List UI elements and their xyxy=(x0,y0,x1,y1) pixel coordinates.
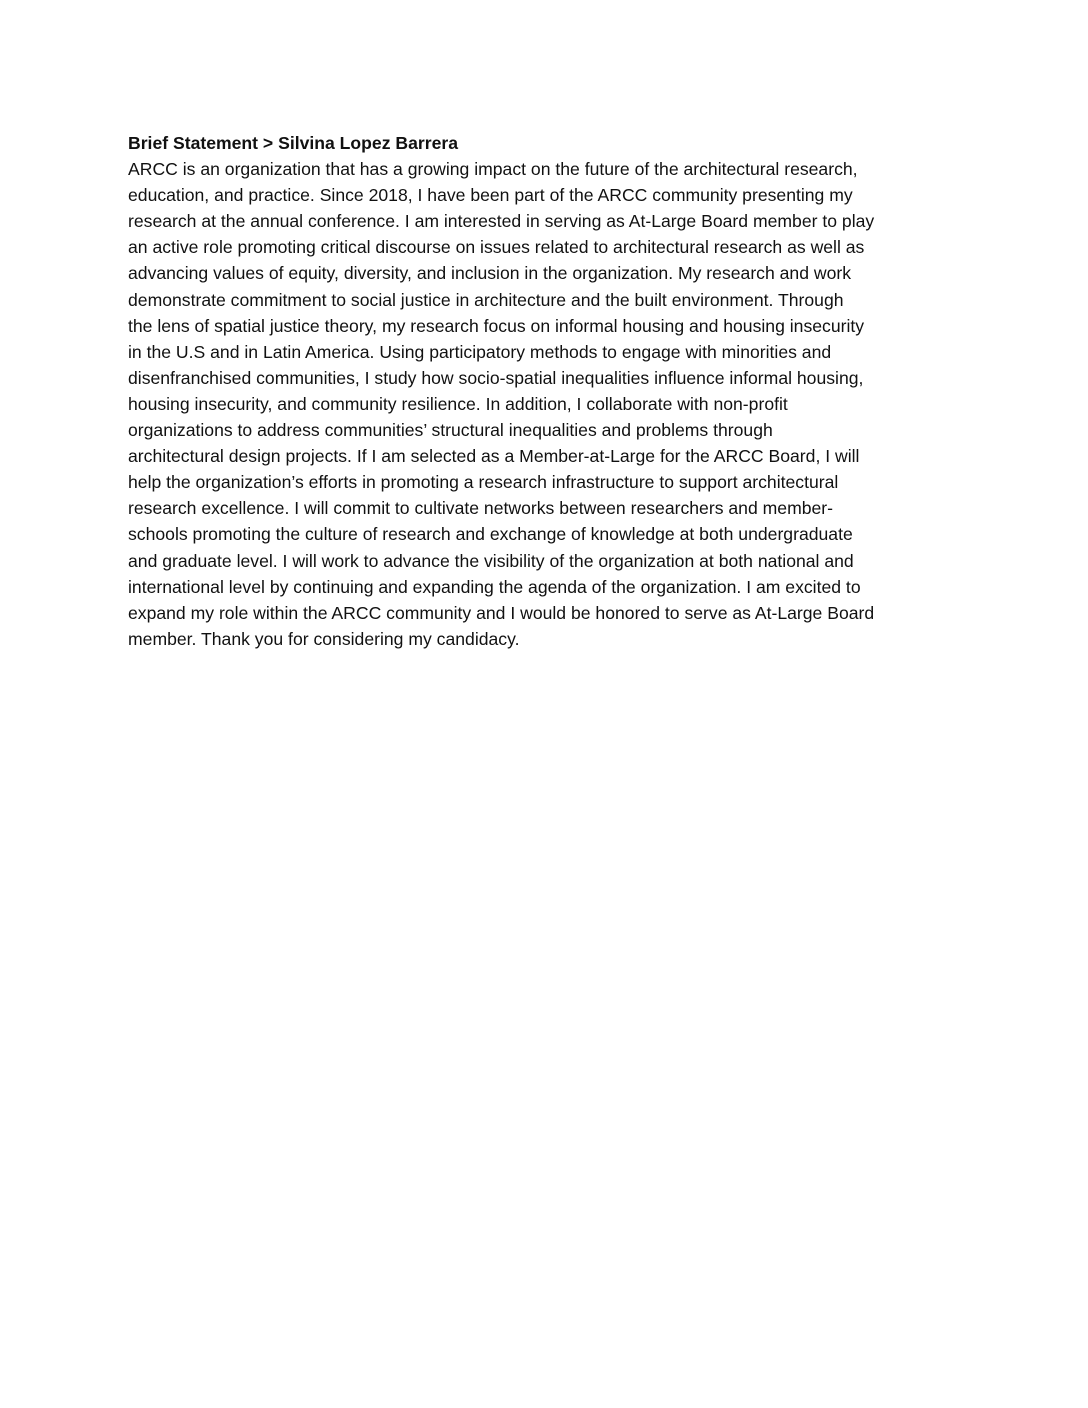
statement-heading: Brief Statement > Silvina Lopez Barrera xyxy=(128,133,458,153)
statement-line: help the organization’s efforts in promoting a research infrastructure to support architectural xyxy=(128,472,839,493)
statement-body xyxy=(128,156,968,652)
statement-line: in the U.S and in Latin America. Using participatory methods to engage with minorities and xyxy=(128,341,832,362)
statement-line: and graduate level. I will work to advance the visibility of the organization at both national and xyxy=(128,550,854,571)
statement-content xyxy=(128,130,968,652)
statement-line: education, and practice. Since 2018, I have been part of the ARCC community presenting my xyxy=(128,185,853,206)
statement-line: research at the annual conference. I am interested in serving as At-Large Board member to play xyxy=(128,211,875,232)
statement-line: housing insecurity, and community resilience. In addition, I collaborate with non-profit xyxy=(128,393,788,414)
statement-line: disenfranchised communities, I study how socio-spatial inequalities influence informal housing, xyxy=(128,367,864,388)
statement-line: advancing values of equity, diversity, and inclusion in the organization. My research and work xyxy=(128,263,852,284)
statement-line: member. Thank you for considering my candidacy. xyxy=(128,628,520,649)
statement-line: international level by continuing and expanding the agenda of the organization. I am excited to xyxy=(128,576,861,597)
statement-line: demonstrate commitment to social justice in architecture and the built environment. Through xyxy=(128,289,844,310)
statement-line: organizations to address communities’ structural inequalities and problems through xyxy=(128,420,773,441)
statement-line: the lens of spatial justice theory, my research focus on informal housing and housing insecurity xyxy=(128,315,865,336)
statement-line: schools promoting the culture of research and exchange of knowledge at both undergraduate xyxy=(128,524,853,545)
statement-line: architectural design projects. If I am selected as a Member-at-Large for the ARCC Board, I will xyxy=(128,446,860,467)
statement-line: research excellence. I will commit to cultivate networks between researchers and member- xyxy=(128,498,834,519)
statement-line: an active role promoting critical discourse on issues related to architectural research as well as xyxy=(128,237,865,258)
statement-line: ARCC is an organization that has a growing impact on the future of the architectural research, xyxy=(128,159,858,180)
statement-line: expand my role within the ARCC community and I would be honored to serve as At-Large Board xyxy=(128,602,875,623)
